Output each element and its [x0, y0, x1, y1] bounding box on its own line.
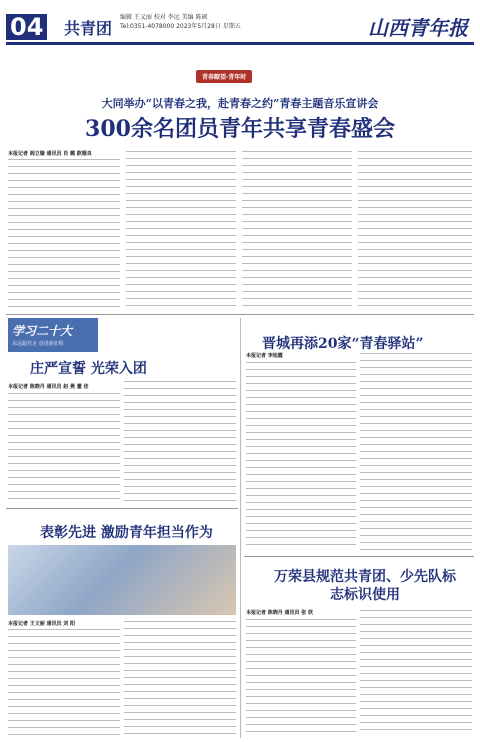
story-c-title: 晋城再添20家“青春驿站”: [262, 336, 424, 352]
group-photo: [8, 545, 236, 615]
newspaper-logo: 山西青年报: [368, 16, 468, 40]
story-b-column-1: [8, 628, 120, 736]
section-divider: [6, 314, 474, 315]
top-story-column-2: [126, 150, 236, 310]
top-story-column-4: [358, 150, 472, 310]
masthead-date: Tel:0351-4078000 2023年5月28日 星期五: [120, 23, 241, 30]
story-c-column-1: [246, 361, 356, 551]
section-title: 共青团: [64, 19, 113, 38]
story-c-byline: 本报记者 李旭霞: [246, 353, 283, 359]
study-banner-title: 学习二十大: [12, 324, 73, 338]
top-story-column-3: [242, 150, 352, 310]
column-badge: 青春瞭望·青年时: [196, 70, 252, 83]
story-a-column-2: [124, 380, 236, 504]
story-d-column-2: [360, 609, 472, 736]
story-b-byline: 本报记者 王文丽 通讯员 刘 阳: [8, 621, 75, 627]
story-a-byline: 本报记者 陈晓丹 通讯员 赵 燕 董 佳: [8, 384, 89, 390]
story-d-byline: 本报记者 陈晓丹 通讯员 张 欣: [246, 610, 313, 616]
story-d-title: 万荣县规范共青团、少先队标志标识使用: [274, 569, 456, 603]
story-c-column-2: [360, 352, 472, 552]
study-banner-subtitle: 永远跟党走 奋进新征程: [12, 341, 64, 347]
page-number: 04: [6, 14, 47, 40]
top-story-headline: 300余名团员青年共享青春盛会: [85, 116, 395, 142]
story-a-title: 庄严宣誓 光荣入团: [30, 361, 147, 377]
masthead-editors: 编辑 王义丽 校对 李远 美编 陈硕: [120, 14, 208, 21]
top-story-kicker: 大同举办“以青春之我，赴青春之约”青春主题音乐宣讲会: [101, 97, 379, 110]
story-b-title: 表彰先进 激励青年担当作为: [40, 525, 213, 541]
story-divider-right: [244, 556, 474, 557]
story-divider: [6, 508, 238, 509]
story-a-column-1: [8, 392, 120, 504]
column-divider: [240, 318, 241, 738]
top-story-byline: 本报记者 阎立璇 通讯员 肖 璐 欧德良: [8, 151, 92, 157]
masthead-rule: [6, 42, 474, 45]
top-story-column-1: [8, 158, 120, 310]
story-d-column-1: [246, 618, 356, 736]
story-b-column-2: [124, 620, 236, 736]
masthead-info: [120, 13, 241, 31]
